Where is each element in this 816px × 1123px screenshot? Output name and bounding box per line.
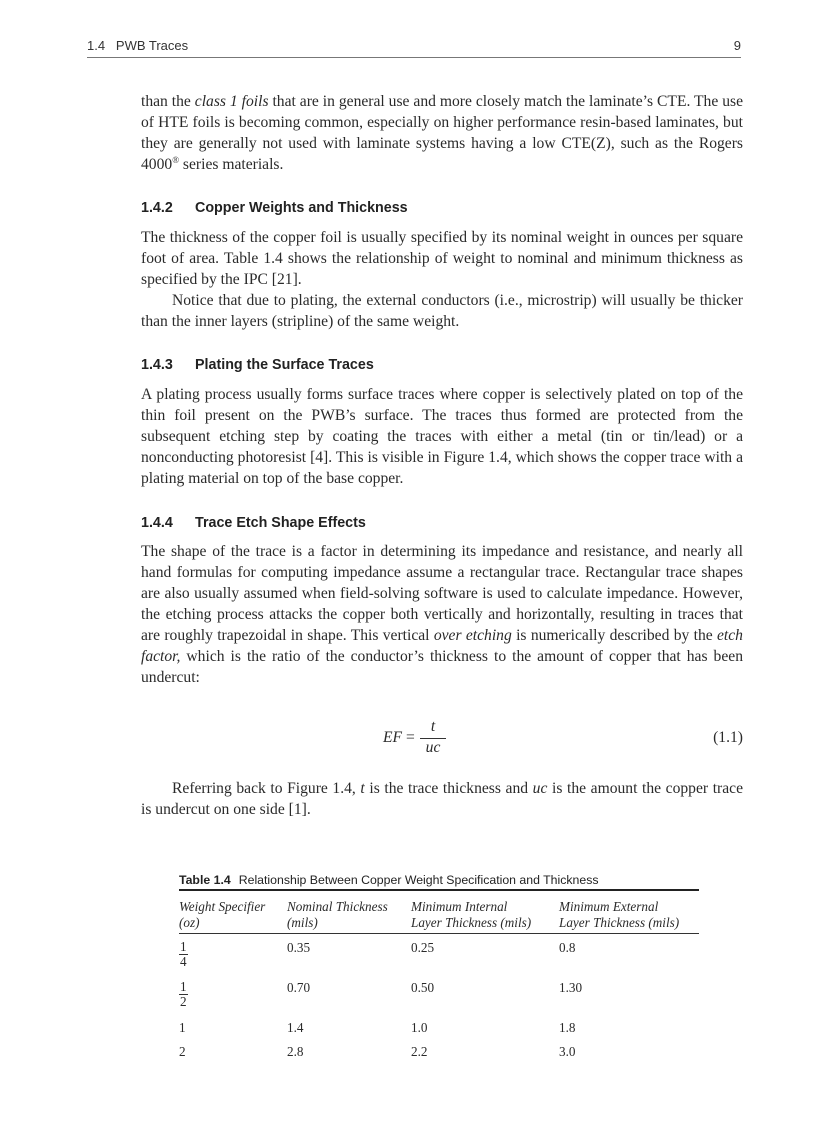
- paragraph-plating-note: Notice that due to plating, the external conductors (i.e., microstrip) will usually be thicker than the inner layers (stripline) of the same weight.: [141, 292, 743, 330]
- table-caption: [179, 873, 599, 887]
- cell-external: 1.30: [559, 980, 583, 995]
- header-section-title: 1.4 PWB Traces: [87, 38, 189, 53]
- cell-weight: 1: [179, 1020, 186, 1035]
- equation-numerator: t: [430, 718, 436, 735]
- equation-denominator: uc: [425, 739, 441, 756]
- table-row: [179, 1038, 699, 1062]
- running-header: [87, 38, 741, 58]
- cell-nominal: 0.70: [287, 980, 311, 995]
- cell-nominal: 2.8: [287, 1044, 304, 1059]
- section-heading-1-4-2: 1.4.2 Copper Weights and Thickness: [141, 200, 408, 216]
- cell-weight: $\frac{1}{2}$: [180, 979, 187, 1009]
- table-label: Table 1.4: [179, 873, 231, 887]
- equation-lhs: EF: [383, 729, 403, 746]
- paragraph-copper-weights: The thickness of the copper foil is usually specified by its nominal weight in ounces per square foot of area. Table 1.4 shows the relationship of weight to nominal and minimum thickness as specified by the IPC [21].: [141, 229, 743, 288]
- section-heading-1-4-4: 1.4.4 Trace Etch Shape Effects: [141, 515, 366, 531]
- header-nominal: Nominal Thickness (mils): [287, 890, 411, 934]
- cell-weight: $\frac{1}{4}$: [180, 939, 187, 969]
- cell-internal: 0.50: [411, 980, 435, 995]
- equation-fraction: [420, 718, 446, 759]
- cell-external: 1.8: [559, 1020, 576, 1035]
- cell-external: 3.0: [559, 1044, 576, 1059]
- cell-nominal: 0.35: [287, 940, 311, 955]
- equation-equals: =: [406, 729, 415, 746]
- header-weight: Weight Specifier (oz): [179, 890, 287, 934]
- cell-internal: 1.0: [411, 1020, 428, 1035]
- table-row: [179, 974, 699, 1014]
- cell-external: 0.8: [559, 940, 576, 955]
- page-number: 9: [733, 38, 741, 53]
- paragraph-referring-back: Referring back to Figure 1.4, t is the trace thickness and uc is the amount the copper trace is undercut on one side [1].: [141, 780, 743, 818]
- section-heading-1-4-3: 1.4.3 Plating the Surface Traces: [141, 357, 374, 373]
- table-row: [179, 1014, 699, 1038]
- cell-nominal: 1.4: [287, 1020, 304, 1035]
- table-header-row: [179, 890, 699, 934]
- table-caption-text: Relationship Between Copper Weight Specification and Thickness: [238, 873, 599, 887]
- intro-paragraph: than the class 1 foils that are in general use and more closely match the laminate’s CTE. The use of HTE foils is becoming common, especially on higher performance resin-based laminates, but they are generally not used with laminate systems having a low CTE(Z), such as the Rogers 4000® series materials.: [141, 93, 743, 173]
- copper-weight-table: [179, 889, 699, 1062]
- paragraph-etch-shape: The shape of the trace is a factor in determining its impedance and resistance, and nearly all hand formulas for computing impedance assume a rectangular trace. Rectangular trace shapes are also usually assumed when field-solving software is used to calculate impedance. However, the etching process attacks the copper both vertically and horizontally, resulting in traces that are roughly trapezoidal in shape. This vertical over etching is numerically described by the etch factor, which is the ratio of the conductor’s thickness to the amount of copper that has been undercut:: [141, 543, 743, 686]
- cell-weight: 2: [179, 1044, 186, 1059]
- paragraph-plating-process: A plating process usually forms surface traces where copper is selectively plated on top of the thin foil present on the PWB’s surface. The traces thus formed are protected from the subsequent etching step by coating the traces with either a metal (tin or tin/lead) or a nonconducting photoresist [4]. This is visible in Figure 1.4, which shows the copper trace with a plating material on top of the base copper.: [141, 386, 743, 487]
- cell-internal: 2.2: [411, 1044, 428, 1059]
- header-internal: Minimum Internal Layer Thickness (mils): [411, 890, 559, 934]
- table-row: [179, 934, 699, 975]
- header-external: Minimum External Layer Thickness (mils): [559, 890, 699, 934]
- cell-internal: 0.25: [411, 940, 435, 955]
- equation-number: (1.1): [713, 729, 743, 746]
- equation-etch-factor: [141, 718, 743, 762]
